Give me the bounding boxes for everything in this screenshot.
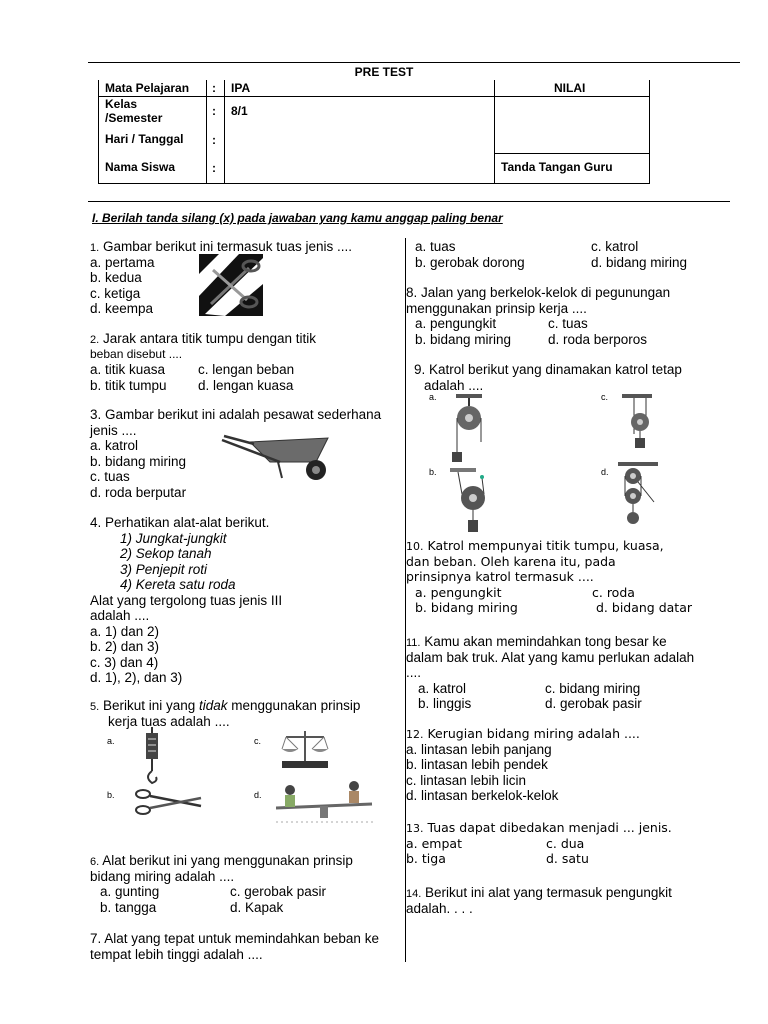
question-1: 1. Gambar berikut ini termasuk tuas jenis .... a. pertama b. kedua c. ketiga d. keempa [90, 239, 353, 316]
question-4: 4. Perhatikan alat-alat berikut. 1) Jungkat-jungkit 2) Sekop tanah 3) Penjepit roti 4) Kereta satu roda Alat yang tergolong tuas jenis III adalah .... a. 1) dan 2) b. 2) dan 3) c. 3) dan 4) d. 1), 2), dan 3) [90, 515, 283, 685]
option: d. lengan kuasa [198, 377, 294, 393]
colon: : [212, 104, 216, 118]
subject-label: Mata Pelajaran [105, 81, 190, 95]
spring-scale-image [140, 727, 164, 785]
section-rule [88, 201, 730, 202]
colon: : [212, 133, 216, 147]
subject-value: IPA [231, 81, 251, 95]
option: b. 2) dan 3) [90, 639, 160, 654]
score-label: NILAI [554, 81, 586, 95]
option: b. lintasan lebih pendek [406, 757, 548, 772]
option: a. pertama [90, 254, 155, 270]
figure-label: b. [107, 790, 115, 800]
question-8: 8. Jalan yang berkelok-kelok di pegunungan menggunakan prinsip kerja .... a. pengungkit c. tuas b. bidang miring d. roda berporos [406, 285, 671, 347]
option: c. ketiga [90, 285, 141, 301]
pulley-image-a [448, 394, 488, 464]
figure-label: a. [429, 392, 437, 402]
question-2: 2. Jarak antara titik tumpu dengan titik beban disebut .... a. titik kuasa c. lengan beban b. titik tumpu d. lengan kuasa [90, 331, 317, 393]
balance-scale-image [280, 727, 330, 769]
option: a. gunting [100, 884, 160, 899]
name-label: Nama Siswa [105, 160, 176, 174]
option: a. tuas [415, 239, 456, 254]
option: a. pengungkit [415, 584, 502, 600]
option: a. empat [406, 835, 462, 851]
colon: : [212, 161, 216, 175]
option: c. 3) dan 4) [90, 654, 159, 670]
option: b. linggis [418, 696, 472, 711]
top-rule [88, 62, 740, 63]
option: c. lengan beban [198, 362, 295, 377]
colon: : [212, 81, 216, 95]
option: d. 1), 2), dan 3) [90, 670, 183, 685]
wheelbarrow-image [220, 432, 332, 484]
option: d. bidang datar [596, 600, 693, 615]
option: c. lintasan lebih licin [406, 772, 527, 788]
option: d. satu [546, 851, 589, 866]
semester-label: /Semester [105, 111, 163, 125]
figure-label: b. [429, 467, 437, 477]
figure-label: d. [601, 467, 609, 477]
option: c. gerobak pasir [230, 884, 327, 899]
option: a. katrol [418, 680, 467, 696]
question-7: 7. Alat yang tepat untuk memindahkan beban ke tempat lebih tinggi adalah .... [90, 931, 379, 962]
option: d. Kapak [230, 899, 284, 915]
question-5: 5. Berikut ini yang tidak menggunakan prinsip kerja tuas adalah .... [90, 698, 361, 729]
scissors-image [135, 788, 203, 816]
option: d. keempa [90, 301, 154, 316]
option: b. titik tumpu [90, 377, 167, 393]
option: c. tuas [548, 316, 588, 331]
pulley-image-d [618, 462, 660, 534]
option: c. dua [546, 835, 585, 851]
option: b. gerobak dorong [415, 254, 525, 270]
option: b. tangga [100, 899, 157, 915]
figure-label: d. [254, 790, 262, 800]
option: b. bidang miring [90, 453, 187, 469]
option: b. bidang miring [415, 600, 518, 615]
option: c. tuas [90, 469, 130, 484]
seesaw-image [276, 780, 374, 826]
option: d. roda berporos [548, 331, 648, 347]
option: b. kedua [90, 270, 142, 285]
question-11: 11. Kamu akan memindahkan tong besar ke dalam bak truk. Alat yang kamu perlukan adalah .... a. katrol c. bidang miring b. linggis d. gerobak pasir [406, 634, 695, 711]
option: d. roda berputar [90, 484, 187, 500]
class-label: Kelas [105, 97, 138, 111]
pulley-image-b [448, 468, 508, 534]
option: a. 1) dan 2) [90, 623, 160, 639]
option: a. titik kuasa [90, 362, 166, 377]
option: a. katrol [90, 438, 139, 453]
date-label: Hari / Tanggal [105, 132, 184, 146]
figure-label: c. [254, 736, 262, 746]
question-13: 13. Tuas dapat dibedakan menjadi ... jenis. a. empat c. dua b. tiga d. satu [406, 820, 672, 866]
option: c. katrol [591, 239, 639, 254]
figure-label: c. [601, 392, 609, 402]
option: c. bidang miring [545, 680, 641, 696]
instruction: I. Berilah tanda silang (x) pada jawaban yang kamu anggap paling benar [92, 211, 503, 225]
option: d. bidang miring [591, 254, 688, 270]
option: a. lintasan lebih panjang [406, 741, 552, 757]
question-6: 6. Alat berikut ini yang menggunakan prinsip bidang miring adalah .... a. gunting c. gerobak pasir b. tangga d. Kapak [90, 853, 353, 915]
page-title: PRE TEST [354, 65, 414, 79]
option: d. lintasan berkelok-kelok [406, 788, 559, 803]
pulley-image-c [620, 394, 660, 454]
option: b. tiga [406, 851, 446, 866]
option: c. roda [592, 584, 635, 600]
option: a. pengungkit [415, 316, 497, 331]
question-10: 10. Katrol mempunyai titik tumpu, kuasa, dan beban. Oleh karena itu, pada prinsipnya katrol termasuk .... a. pengungkit c. roda b. bidang miring d. bidang datar [406, 538, 693, 615]
signature-label: Tanda Tangan Guru [501, 160, 613, 174]
question-14: 14. Berikut ini alat yang termasuk pengungkit adalah. . . . [406, 885, 672, 916]
option: b. bidang miring [415, 331, 512, 347]
question-12: 12. Kerugian bidang miring adalah .... a. lintasan lebih panjang b. lintasan lebih pendek c. lintasan lebih licin d. lintasan berkelok-kelok [406, 726, 640, 803]
figure-label: a. [107, 736, 115, 746]
question-3: 3. Gambar berikut ini adalah pesawat sederhana jenis .... a. katrol b. bidang miring c. tuas d. roda berputar [90, 407, 382, 500]
scissors-image [199, 254, 263, 316]
option: d. gerobak pasir [545, 696, 642, 711]
question-9: 9. Katrol berikut yang dinamakan katrol tetap adalah .... [414, 362, 682, 393]
class-value: 8/1 [231, 104, 248, 118]
